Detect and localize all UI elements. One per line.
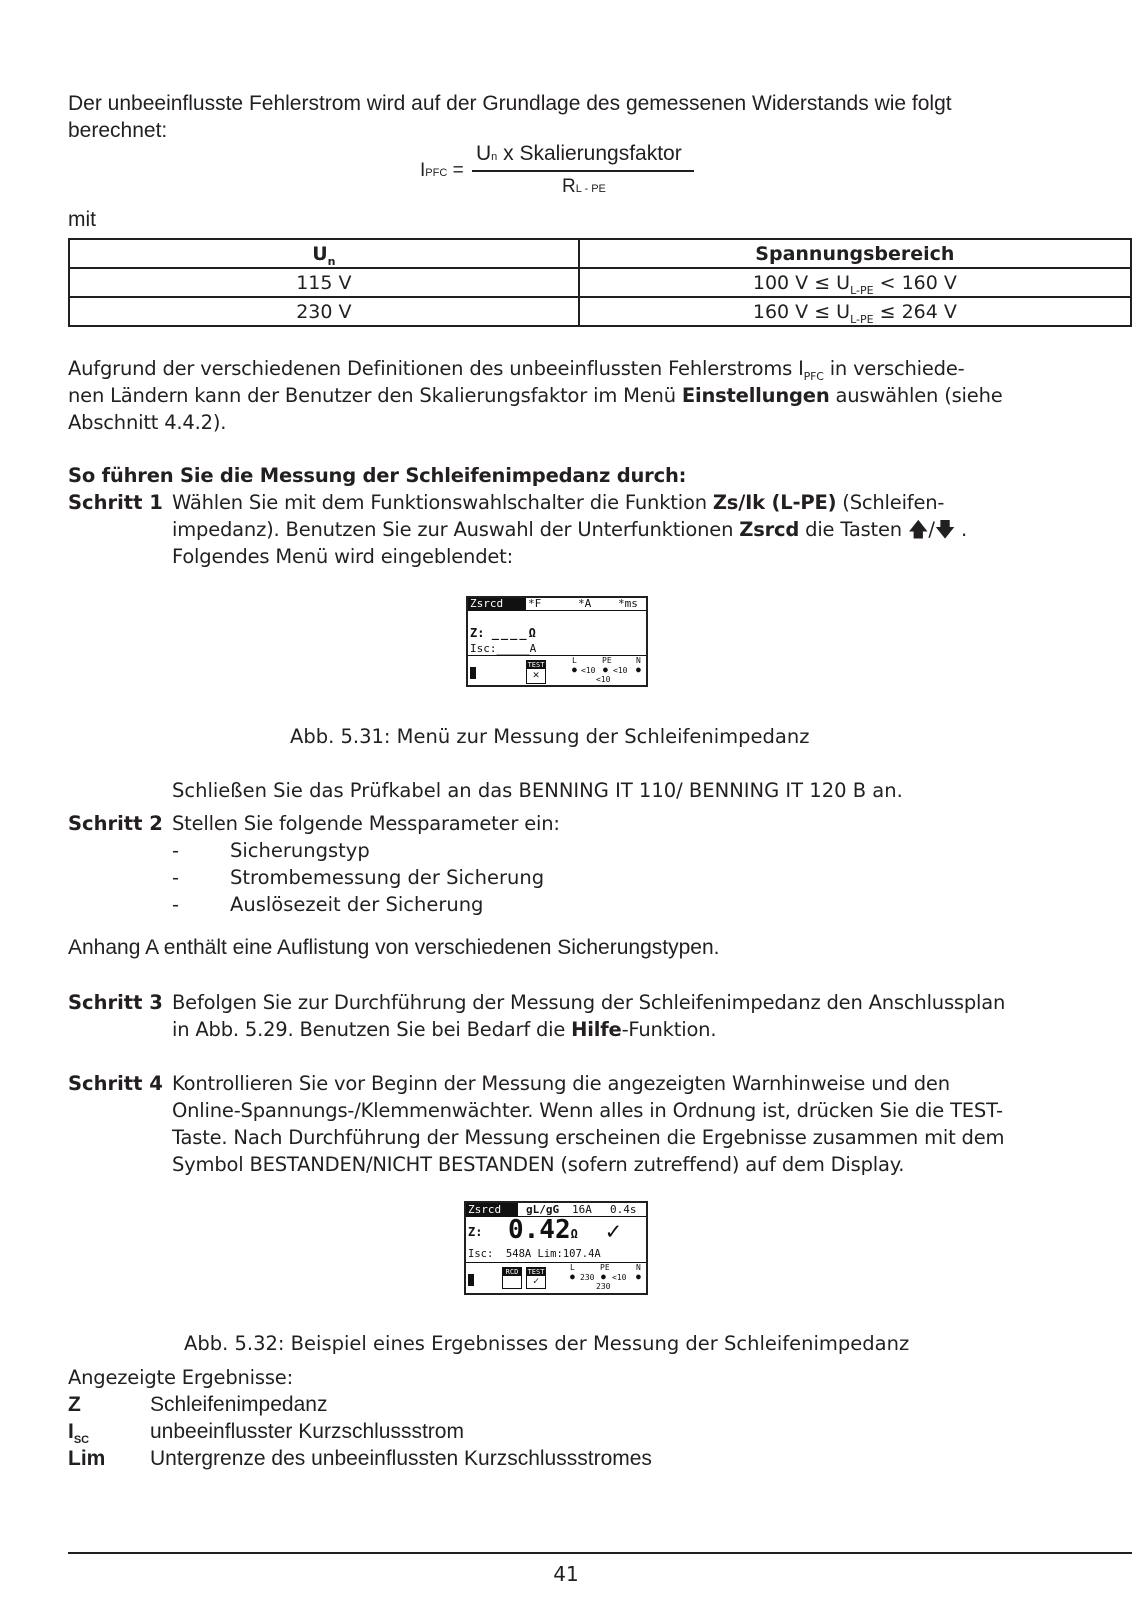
para2-line-3: Abschnitt 4.4.2). — [68, 411, 227, 434]
connect-instruction: Schließen Sie das Prüfkabel an das BENNING IT 110/ BENNING IT 120 B an. — [172, 778, 903, 802]
lcd-screen-menu: Zsrcd *F *A *ms Z: ____Ω Isc:_____A TEST ✕ L PE N ● <10 ● <10 ● <10 — [466, 596, 648, 687]
lcd2-isc-row: Isc: 548A Lim:107.4A — [468, 1248, 601, 1260]
table-row — [69, 268, 1131, 297]
table-cell-un: 115 V — [69, 268, 579, 297]
intro-line-2: berechnet: — [68, 119, 168, 142]
lcd2-z-value: 0.42Ω — [508, 1215, 578, 1245]
terminal-dot-icon: ● — [601, 1272, 606, 1281]
formula-fraction-bar — [472, 170, 694, 172]
table-cell-range: 100 $V \le U_{L-PE} < 160$ V — [579, 268, 1131, 297]
table-row — [69, 297, 1131, 326]
figure-caption-5-31: Abb. 5.31: Menü zur Messung der Schleifenimpedanz — [290, 724, 810, 748]
result-definition-isc: $I_{SC}$ unbeeinflusster Kurzschlussstrom — [68, 1420, 464, 1446]
step2-text: Stellen Sie folgende Messparameter ein: — [172, 812, 560, 835]
lcd1-test-icon: TEST ✕ — [526, 660, 546, 684]
lcd1-fuse-time: *ms — [618, 597, 638, 610]
terminal-dot-icon: ● — [636, 665, 641, 674]
result-definition-lim: Lim Untergrenze des unbeeinflussten Kurzschlussstromes — [68, 1447, 652, 1470]
formula-numerator: Un x Skalierungsfaktor — [476, 142, 682, 165]
para2-line-1: Aufgrund der verschiedenen Definitionen des unbeeinflussten Fehlerstroms $I_{PFC}$ in verschiede- — [68, 357, 965, 383]
table-header-range: Spannungsbereich — [579, 239, 1131, 268]
table-header-un: $U_n$ — [69, 239, 579, 268]
step4-text: Kontrollieren Sie vor Beginn der Messung die angezeigten Warnhinweise und den Online-Spannungs-/Klemmenwächter. Wenn alles in Ordnung ist, drücken Sie die TEST- Taste. Nach Durchführung der Messung erscheinen die Ergebnisse zusammen mit dem Symbol BESTANDEN/NICHT BESTANDEN (sofern zutreffend) auf dem Display. — [172, 1072, 1005, 1176]
table-cell-range: 160 $V \le U_{L-PE} \le 264$ V — [579, 297, 1131, 326]
lcd2-mode: Zsrcd — [466, 1203, 518, 1216]
lcd1-mode: Zsrcd — [468, 598, 526, 610]
mit-label: mit — [68, 208, 96, 231]
battery-icon — [470, 667, 476, 679]
result-definition-z: Z Schleifenimpedanz — [68, 1393, 328, 1416]
formula-denominator: RL - PE — [562, 176, 606, 197]
ipfc-formula — [420, 142, 720, 202]
voltage-table — [68, 238, 1132, 327]
step1-label: Schritt 1 — [68, 491, 163, 514]
terminal-dot-icon: ● — [572, 665, 577, 674]
para2-line-2: nen Ländern kann der Benutzer den Skalierungsfaktor im Menü Einstellungen auswählen (siehe — [68, 384, 1003, 407]
list-item: - Strombemessung der Sicherung — [172, 866, 545, 889]
lcd1-isc-row: Isc:_____A — [470, 642, 537, 655]
step3-label: Schritt 3 — [68, 991, 163, 1014]
list-item: - Sicherungstyp — [172, 839, 370, 862]
terminal-dot-icon: ● — [636, 1272, 641, 1281]
step1-text: Wählen Sie mit dem Funktionswahlschalter die Funktion Zs/Ik (L-PE) (Schleifen- impedanz). Benutzen Sie zur Auswahl der Unterfunktionen Zsrcd die Tasten 🡅/🡇 . Folgendes Menü wird eingeblendet: — [172, 491, 968, 568]
arrow-down-icon: 🡇 — [934, 517, 956, 541]
intro-line-1: Der unbeeinflusste Fehlerstrom wird auf der Grundlage des gemessenen Widerstands wie folgt — [68, 92, 952, 115]
lcd1-fuse-type: *F — [528, 597, 542, 610]
step3-text: Befolgen Sie zur Durchführung der Messung der Schleifenimpedanz den Anschlussplan in Abb. 5.29. Benutzen Sie bei Bedarf die Hilfe-Funktion. — [172, 991, 1006, 1041]
lcd2-z-label: Z: — [468, 1225, 483, 1239]
section-heading: So führen Sie die Messung der Schleifenimpedanz durch: — [68, 464, 687, 487]
pass-check-icon: ✓ — [606, 1217, 621, 1245]
terminal-dot-icon: ● — [603, 665, 608, 674]
results-title: Angezeigte Ergebnisse: — [68, 1366, 293, 1389]
lcd2-fuse-time: 0.4s — [610, 1203, 637, 1216]
page-number: 41 — [553, 1562, 579, 1586]
step2-label: Schritt 2 — [68, 812, 163, 835]
lcd-screen-result: Zsrcd gL/gG 16A 0.4s Z: 0.42Ω ✓ Isc: 548A Lim:107.4A RCD TEST ✓ L PE N ● 230 ● <10 ● 230 — [464, 1201, 648, 1295]
table-cell-un: 230 V — [69, 297, 579, 326]
lcd1-z-row: Z: ____Ω — [470, 626, 536, 640]
step4-label: Schritt 4 — [68, 1072, 163, 1095]
footer-rule — [68, 1552, 1132, 1554]
lcd2-test-icon: TEST ✓ — [527, 1268, 545, 1287]
anhang-note: Anhang A enthält eine Auflistung von verschiedenen Sicherungstypen. — [68, 936, 720, 959]
terminal-dot-icon: ● — [570, 1272, 575, 1281]
list-item: - Auslösezeit der Sicherung — [172, 893, 484, 916]
figure-caption-5-32: Abb. 5.32: Beispiel eines Ergebnisses der Messung der Schleifenimpedanz — [184, 1331, 910, 1355]
battery-icon — [468, 1274, 474, 1286]
lcd2-fuse-type: gL/gG — [526, 1203, 560, 1216]
lcd1-fuse-current: *A — [578, 597, 592, 610]
lcd2-rcd-icon: RCD — [502, 1267, 522, 1289]
lcd2-fuse-current: 16A — [572, 1203, 592, 1216]
arrow-up-icon: 🡅 — [907, 517, 929, 541]
formula-lhs: IPFC = — [420, 160, 464, 181]
table-header-row — [69, 239, 1131, 268]
